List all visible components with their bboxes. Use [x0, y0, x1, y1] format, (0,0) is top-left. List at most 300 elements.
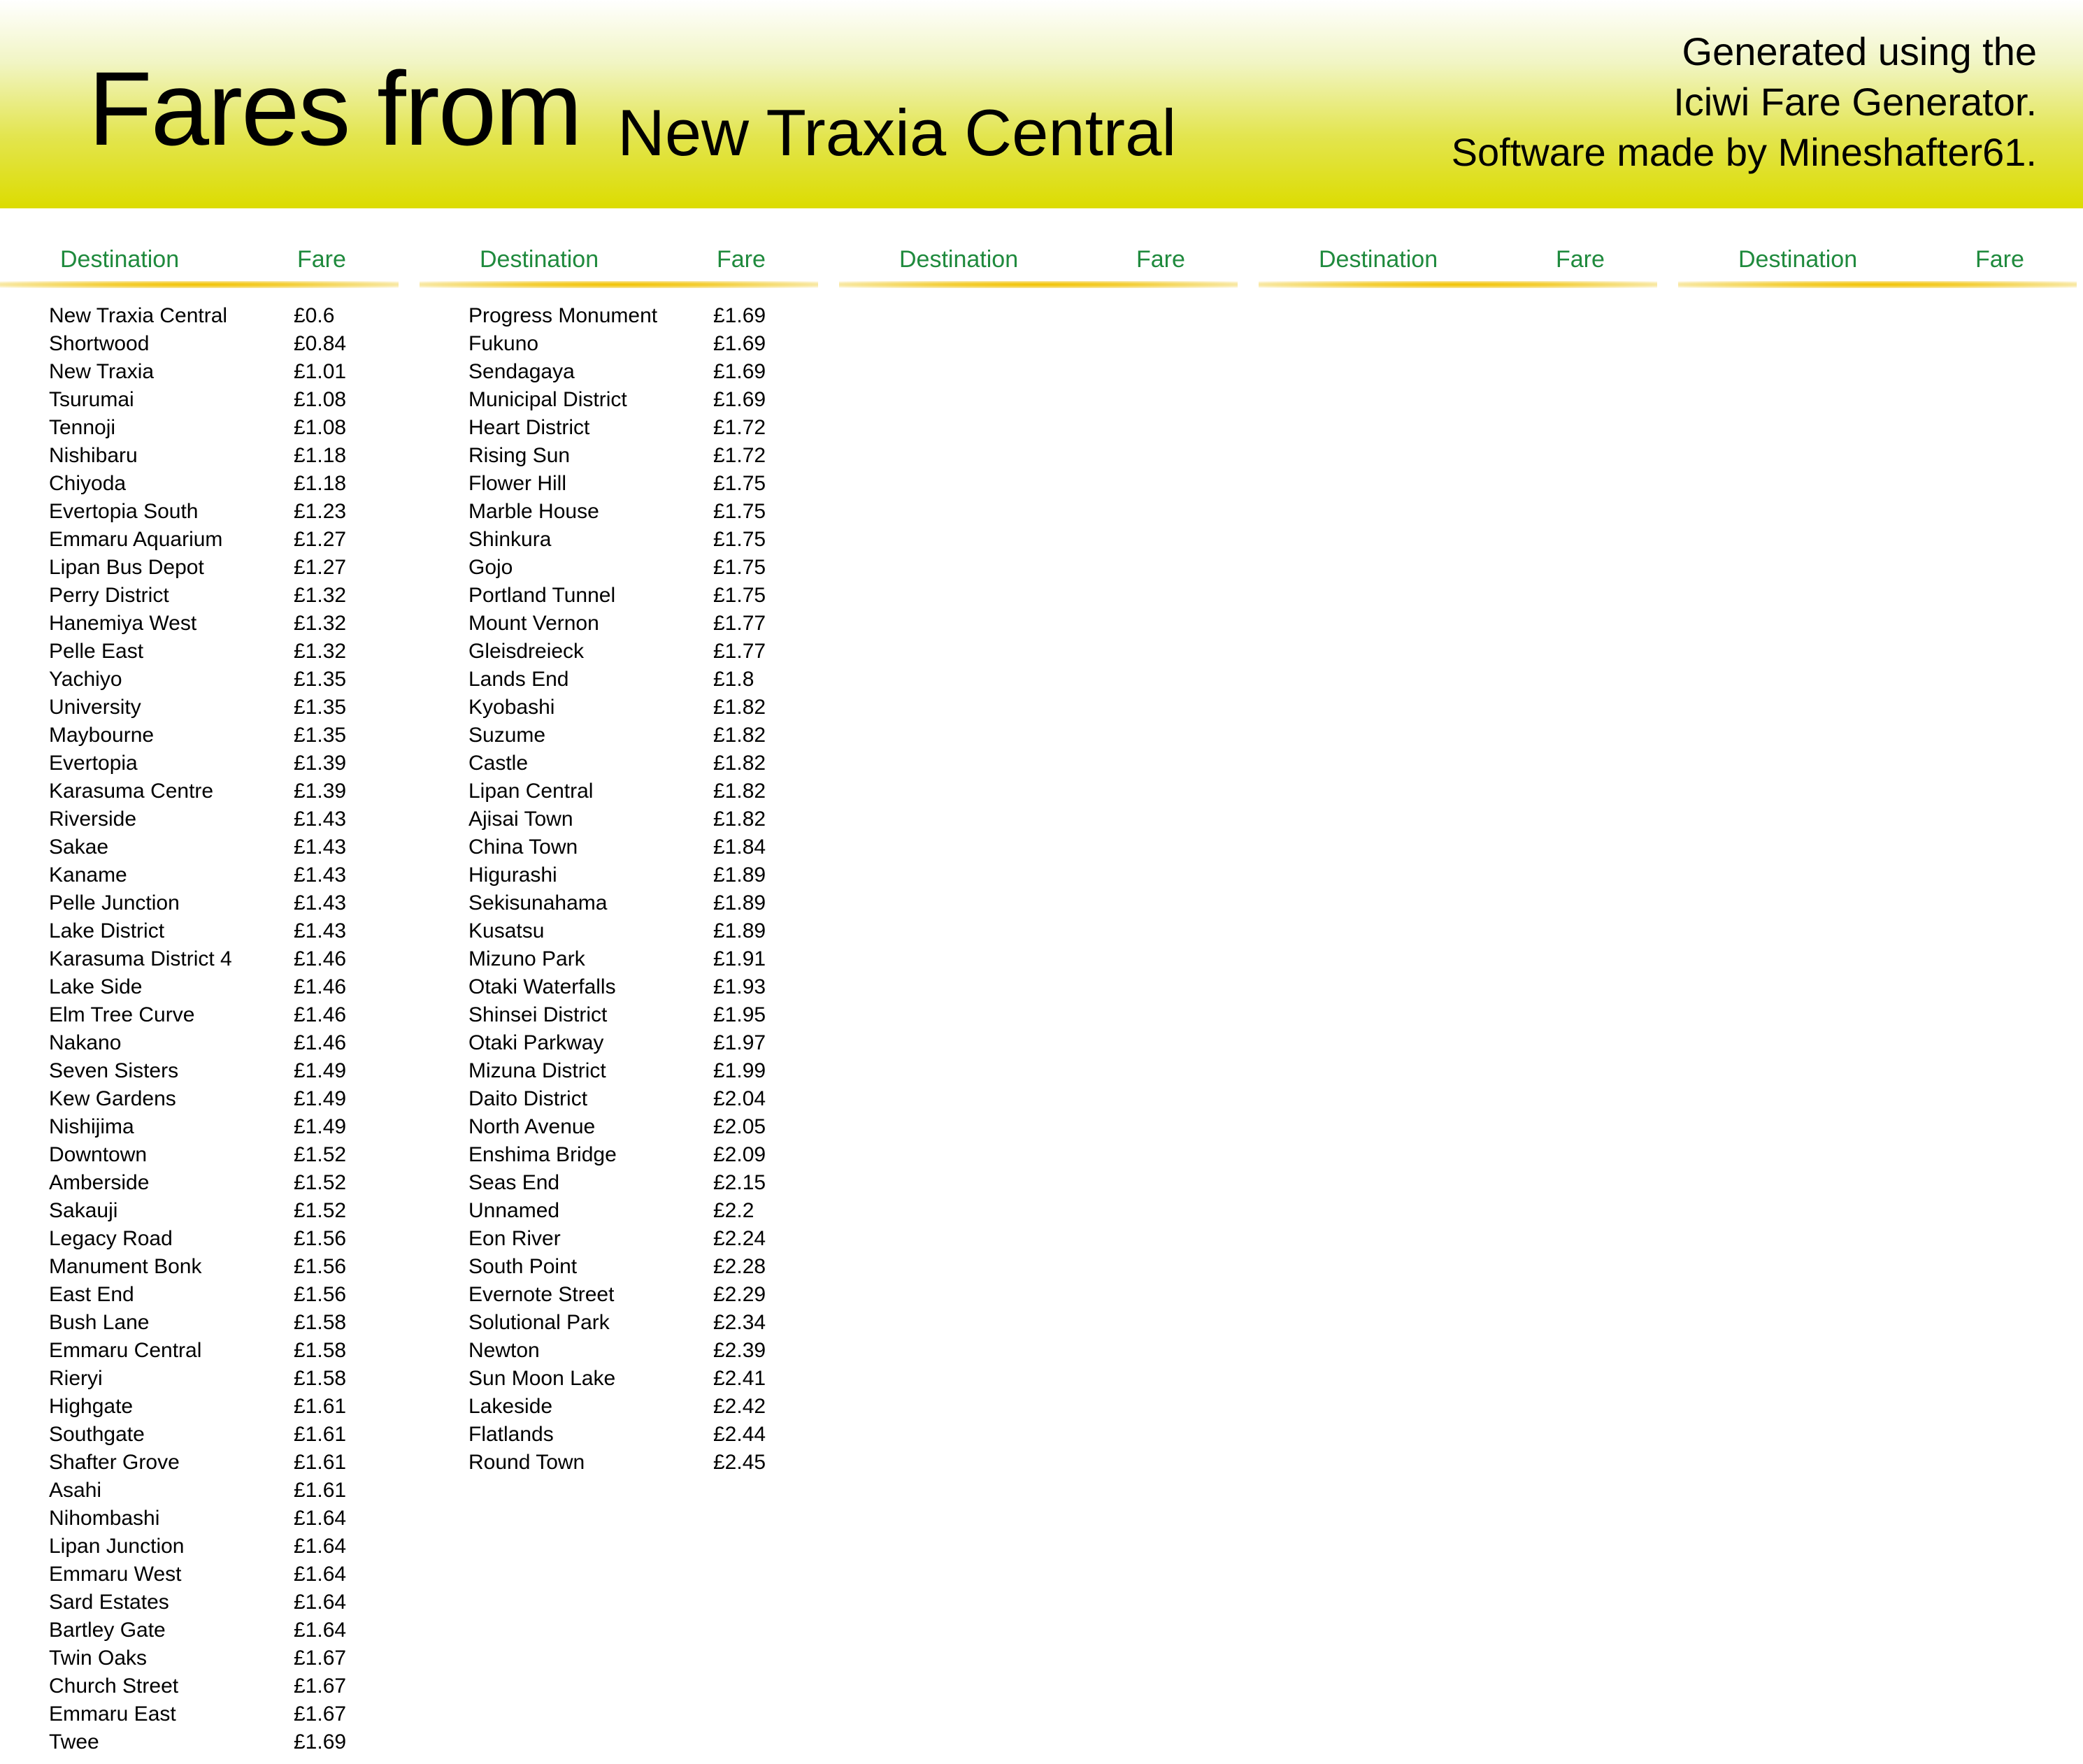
fare-column	[839, 242, 1238, 302]
fare-row	[420, 638, 818, 666]
fare-value: £1.56	[294, 1255, 347, 1278]
fare-row	[0, 1169, 399, 1197]
destination-name: Eon River	[468, 1227, 561, 1250]
destination-name: Sekisunahama	[468, 891, 608, 915]
fare-column	[0, 242, 399, 1756]
fare-row	[420, 554, 818, 582]
column-header	[1678, 242, 2077, 281]
fare-row	[0, 1672, 399, 1700]
destination-name: Nishijima	[49, 1115, 134, 1138]
fare-value: £1.43	[294, 919, 347, 942]
fare-column	[1678, 242, 2077, 302]
destination-name: Maybourne	[49, 724, 155, 747]
fare-value: £1.97	[713, 1031, 766, 1054]
fare-value: £2.24	[713, 1227, 766, 1250]
credits	[1452, 27, 2037, 178]
destination-name: Pelle Junction	[49, 891, 180, 915]
fare-value: £1.82	[713, 808, 766, 831]
fare-row	[420, 1365, 818, 1393]
fare-row	[420, 386, 818, 414]
fare-value: £1.95	[713, 1003, 766, 1026]
fare-row	[0, 1365, 399, 1393]
fare-value: £1.64	[294, 1507, 347, 1530]
fare-value: £0.6	[294, 304, 335, 327]
fare-row	[0, 1029, 399, 1057]
fare-header: Fare	[1136, 246, 1185, 273]
fare-row	[420, 805, 818, 833]
destination-name: Karasuma District 4	[49, 947, 232, 970]
destination-name: Elm Tree Curve	[49, 1003, 195, 1026]
fare-row	[0, 442, 399, 470]
fare-value: £1.75	[713, 584, 766, 607]
fare-row	[0, 1309, 399, 1337]
fare-rows	[420, 302, 818, 1477]
fare-header: Fare	[717, 246, 766, 273]
destination-name: New Traxia	[49, 360, 155, 383]
destination-name: Pelle East	[49, 640, 144, 663]
fare-row	[420, 470, 818, 498]
destination-header: Destination	[1319, 246, 1438, 273]
fare-row	[0, 470, 399, 498]
fare-row	[420, 1421, 818, 1449]
fare-value: £1.27	[294, 556, 347, 579]
fare-row	[0, 582, 399, 610]
fare-value: £1.32	[294, 640, 347, 663]
destination-name: Municipal District	[468, 388, 627, 411]
fare-value: £1.8	[713, 668, 754, 691]
destination-name: Sendagaya	[468, 360, 575, 383]
destination-name: Lipan Central	[468, 780, 594, 803]
destination-name: Lake District	[49, 919, 165, 942]
destination-name: Amberside	[49, 1171, 150, 1194]
fare-row	[420, 1281, 818, 1309]
fare-value: £1.75	[713, 500, 766, 523]
destination-name: Yachiyo	[49, 668, 122, 691]
destination-name: Otaki Parkway	[468, 1031, 604, 1054]
fare-row	[0, 1141, 399, 1169]
destination-name: Gleisdreieck	[468, 640, 585, 663]
destination-name: Perry District	[49, 584, 169, 607]
header-divider	[839, 281, 1238, 288]
destination-name: Sun Moon Lake	[468, 1367, 616, 1390]
fare-row	[0, 1253, 399, 1281]
destination-name: Riverside	[49, 808, 137, 831]
fare-value: £2.34	[713, 1311, 766, 1334]
destination-name: Downtown	[49, 1143, 148, 1166]
destination-name: Newton	[468, 1339, 540, 1362]
fare-value: £1.84	[713, 836, 766, 859]
fare-row	[0, 1057, 399, 1085]
fare-value: £1.49	[294, 1115, 347, 1138]
fare-row	[0, 610, 399, 638]
destination-name: Lipan Bus Depot	[49, 556, 204, 579]
fare-row	[0, 638, 399, 666]
destination-name: Lipan Junction	[49, 1535, 185, 1558]
fare-value: £1.75	[713, 528, 766, 551]
fare-value: £2.28	[713, 1255, 766, 1278]
fare-value: £1.58	[294, 1367, 347, 1390]
fare-value: £1.64	[294, 1591, 347, 1614]
fare-row	[420, 330, 818, 358]
destination-name: Enshima Bridge	[468, 1143, 617, 1166]
destination-header: Destination	[60, 246, 180, 273]
fare-row	[0, 973, 399, 1001]
fare-value: £1.39	[294, 752, 347, 775]
fare-value: £1.49	[294, 1059, 347, 1082]
header-divider	[0, 281, 399, 288]
fare-value: £1.75	[713, 472, 766, 495]
fare-value: £1.67	[294, 1675, 347, 1698]
fare-row	[420, 722, 818, 750]
destination-name: Marble House	[468, 500, 599, 523]
credit-line: Generated using the	[1682, 29, 2037, 73]
fare-value: £1.35	[294, 724, 347, 747]
destination-name: Sard Estates	[49, 1591, 169, 1614]
destination-name: Fukuno	[468, 332, 539, 355]
fare-row	[0, 1281, 399, 1309]
fare-value: £1.93	[713, 975, 766, 998]
fare-row	[0, 1644, 399, 1672]
destination-name: Sakae	[49, 836, 109, 859]
fare-value: £2.29	[713, 1283, 766, 1306]
fare-value: £1.32	[294, 584, 347, 607]
fare-row	[0, 666, 399, 694]
credit-line: Software made by Mineshafter61.	[1451, 130, 2037, 174]
fare-column	[420, 242, 818, 1477]
column-header	[1259, 242, 1657, 281]
fare-value: £1.56	[294, 1283, 347, 1306]
fare-value: £2.04	[713, 1087, 766, 1110]
fare-value: £2.41	[713, 1367, 766, 1390]
fare-row	[0, 750, 399, 777]
fare-value: £1.39	[294, 780, 347, 803]
fare-row	[420, 498, 818, 526]
fare-row	[420, 833, 818, 861]
station-name: New Traxia Central	[617, 96, 1177, 169]
fare-value: £1.46	[294, 975, 347, 998]
fare-row	[0, 1337, 399, 1365]
fare-value: £1.64	[294, 1563, 347, 1586]
fare-row	[420, 777, 818, 805]
destination-name: Seven Sisters	[49, 1059, 179, 1082]
fare-value: £1.77	[713, 612, 766, 635]
fare-row	[0, 1197, 399, 1225]
fare-row	[0, 861, 399, 889]
destination-name: Daito District	[468, 1087, 588, 1110]
fare-row	[0, 1505, 399, 1533]
fare-value: £2.39	[713, 1339, 766, 1362]
page-title: Fares from	[88, 50, 582, 167]
fare-row	[0, 526, 399, 554]
fare-value: £1.64	[294, 1619, 347, 1642]
fare-row	[0, 1616, 399, 1644]
fare-value: £1.52	[294, 1143, 347, 1166]
fare-row	[0, 1225, 399, 1253]
fare-row	[0, 1728, 399, 1756]
destination-name: Nihombashi	[49, 1507, 160, 1530]
destination-name: Asahi	[49, 1479, 102, 1502]
destination-name: Castle	[468, 752, 529, 775]
fare-value: £1.69	[713, 388, 766, 411]
fare-row	[0, 414, 399, 442]
fare-row	[0, 1421, 399, 1449]
destination-name: New Traxia Central	[49, 304, 228, 327]
fare-row	[420, 1337, 818, 1365]
fare-value: £1.67	[294, 1702, 347, 1726]
fare-value: £1.18	[294, 444, 347, 467]
fare-value: £1.08	[294, 416, 347, 439]
fare-value: £1.43	[294, 836, 347, 859]
destination-name: Emmaru West	[49, 1563, 182, 1586]
destination-name: Higurashi	[468, 863, 557, 887]
destination-name: Suzume	[468, 724, 546, 747]
fare-value: £2.2	[713, 1199, 754, 1222]
fare-value: £1.46	[294, 1031, 347, 1054]
destination-header: Destination	[1738, 246, 1858, 273]
fare-row	[420, 610, 818, 638]
fare-row	[420, 1057, 818, 1085]
fare-row	[0, 1700, 399, 1728]
destination-name: Church Street	[49, 1675, 179, 1698]
fare-value: £1.49	[294, 1087, 347, 1110]
fare-value: £1.72	[713, 416, 766, 439]
fare-row	[0, 1477, 399, 1505]
fare-row	[420, 1141, 818, 1169]
destination-name: Flatlands	[468, 1423, 554, 1446]
fare-value: £1.52	[294, 1171, 347, 1194]
fare-value: £1.46	[294, 1003, 347, 1026]
destination-name: Flower Hill	[468, 472, 567, 495]
fare-row	[420, 358, 818, 386]
fare-value: £1.35	[294, 668, 347, 691]
destination-name: Otaki Waterfalls	[468, 975, 616, 998]
fare-value: £1.27	[294, 528, 347, 551]
destination-header: Destination	[899, 246, 1019, 273]
destination-name: Bartley Gate	[49, 1619, 166, 1642]
destination-name: Unnamed	[468, 1199, 560, 1222]
fare-header: Fare	[297, 246, 346, 273]
fare-row	[420, 1085, 818, 1113]
fare-value: £1.56	[294, 1227, 347, 1250]
fare-row	[0, 358, 399, 386]
fare-row	[0, 1589, 399, 1616]
fare-value: £1.43	[294, 891, 347, 915]
destination-name: Heart District	[468, 416, 590, 439]
fare-value: £1.18	[294, 472, 347, 495]
destination-name: Mizuno Park	[468, 947, 585, 970]
fare-value: £2.09	[713, 1143, 766, 1166]
fare-row	[0, 1113, 399, 1141]
fare-value: £1.82	[713, 780, 766, 803]
destination-name: Tennoji	[49, 416, 116, 439]
fare-value: £1.82	[713, 752, 766, 775]
destination-name: Legacy Road	[49, 1227, 173, 1250]
fare-value: £1.89	[713, 919, 766, 942]
destination-name: Twee	[49, 1730, 99, 1754]
fare-value: £1.52	[294, 1199, 347, 1222]
fare-row	[0, 1449, 399, 1477]
column-header	[839, 242, 1238, 281]
fare-row	[0, 833, 399, 861]
destination-name: Tsurumai	[49, 388, 134, 411]
fare-row	[420, 414, 818, 442]
destination-name: Manument Bonk	[49, 1255, 202, 1278]
credit-line: Iciwi Fare Generator.	[1673, 80, 2037, 124]
destination-name: North Avenue	[468, 1115, 596, 1138]
fare-row	[420, 442, 818, 470]
destination-name: Mount Vernon	[468, 612, 599, 635]
fare-row	[0, 1561, 399, 1589]
fare-value: £1.08	[294, 388, 347, 411]
fare-value: £1.01	[294, 360, 347, 383]
destination-name: South Point	[468, 1255, 578, 1278]
fare-row	[0, 554, 399, 582]
fare-row	[420, 1253, 818, 1281]
fare-value: £1.69	[713, 304, 766, 327]
fare-row	[420, 582, 818, 610]
fare-value: £1.89	[713, 863, 766, 887]
fare-row	[420, 750, 818, 777]
destination-name: Round Town	[468, 1451, 585, 1474]
header-divider	[420, 281, 818, 288]
destination-name: Evertopia South	[49, 500, 199, 523]
fare-value: £1.82	[713, 696, 766, 719]
fare-value: £1.61	[294, 1395, 347, 1418]
header-divider	[1259, 281, 1657, 288]
fare-row	[420, 1449, 818, 1477]
fare-column	[1259, 242, 1657, 302]
fare-row	[420, 1309, 818, 1337]
header-divider	[1678, 281, 2077, 288]
fare-rows	[0, 302, 399, 1756]
destination-name: Karasuma Centre	[49, 780, 214, 803]
fare-value: £2.44	[713, 1423, 766, 1446]
fare-row	[0, 889, 399, 917]
fare-row	[420, 302, 818, 330]
destination-name: Lake Side	[49, 975, 143, 998]
fare-row	[420, 917, 818, 945]
destination-name: Rieryi	[49, 1367, 103, 1390]
destination-name: Bush Lane	[49, 1311, 150, 1334]
fare-row	[420, 1225, 818, 1253]
fare-value: £1.77	[713, 640, 766, 663]
fare-value: £1.69	[713, 332, 766, 355]
destination-name: Kew Gardens	[49, 1087, 176, 1110]
fare-row	[420, 1169, 818, 1197]
fare-row	[420, 1197, 818, 1225]
fare-value: £1.69	[713, 360, 766, 383]
fare-row	[0, 302, 399, 330]
fare-row	[420, 945, 818, 973]
fare-header: Fare	[1975, 246, 2024, 273]
destination-name: Shinsei District	[468, 1003, 608, 1026]
fare-value: £1.75	[713, 556, 766, 579]
fare-value: £1.43	[294, 863, 347, 887]
fare-value: £1.99	[713, 1059, 766, 1082]
fare-row	[0, 777, 399, 805]
destination-name: Kyobashi	[468, 696, 555, 719]
fare-value: £1.58	[294, 1339, 347, 1362]
destination-name: Shortwood	[49, 332, 150, 355]
destination-name: Evernote Street	[468, 1283, 615, 1306]
fare-value: £1.43	[294, 808, 347, 831]
fare-value: £2.45	[713, 1451, 766, 1474]
destination-name: Lakeside	[468, 1395, 553, 1418]
fare-row	[0, 330, 399, 358]
header-banner	[0, 0, 2083, 208]
fare-value: £1.69	[294, 1730, 347, 1754]
fare-row	[420, 1001, 818, 1029]
destination-name: Gojo	[468, 556, 513, 579]
destination-name: Southgate	[49, 1423, 145, 1446]
fare-row	[420, 861, 818, 889]
destination-name: Shinkura	[468, 528, 552, 551]
destination-name: Progress Monument	[468, 304, 658, 327]
destination-name: Nakano	[49, 1031, 122, 1054]
fare-row	[0, 694, 399, 722]
fare-row	[0, 1001, 399, 1029]
fare-row	[420, 666, 818, 694]
fare-value: £1.89	[713, 891, 766, 915]
fare-value: £1.61	[294, 1479, 347, 1502]
fare-value: £1.72	[713, 444, 766, 467]
column-header	[420, 242, 818, 281]
destination-header: Destination	[480, 246, 599, 273]
destination-name: Kaname	[49, 863, 127, 887]
destination-name: Portland Tunnel	[468, 584, 616, 607]
destination-name: East End	[49, 1283, 134, 1306]
fare-value: £1.32	[294, 612, 347, 635]
fare-value: £1.58	[294, 1311, 347, 1334]
fare-value: £2.05	[713, 1115, 766, 1138]
destination-name: University	[49, 696, 141, 719]
fare-row	[420, 1113, 818, 1141]
fare-value: £1.91	[713, 947, 766, 970]
fare-row	[0, 1085, 399, 1113]
destination-name: Shafter Grove	[49, 1451, 180, 1474]
fare-row	[420, 526, 818, 554]
destination-name: Lands End	[468, 668, 569, 691]
destination-name: Ajisai Town	[468, 808, 573, 831]
destination-name: Sakauji	[49, 1199, 118, 1222]
fare-row	[0, 1533, 399, 1561]
fare-value: £1.23	[294, 500, 347, 523]
destination-name: Seas End	[468, 1171, 560, 1194]
destination-name: Mizuna District	[468, 1059, 606, 1082]
fare-row	[0, 1393, 399, 1421]
fare-value: £2.15	[713, 1171, 766, 1194]
destination-name: Solutional Park	[468, 1311, 610, 1334]
fare-value: £1.67	[294, 1647, 347, 1670]
destination-name: Emmaru Central	[49, 1339, 202, 1362]
destination-name: Evertopia	[49, 752, 138, 775]
fare-value: £1.64	[294, 1535, 347, 1558]
destination-name: China Town	[468, 836, 578, 859]
fare-value: £1.61	[294, 1451, 347, 1474]
destination-name: Emmaru East	[49, 1702, 176, 1726]
fare-row	[420, 1393, 818, 1421]
fare-row	[420, 694, 818, 722]
fare-row	[0, 386, 399, 414]
fare-row	[420, 889, 818, 917]
destination-name: Chiyoda	[49, 472, 127, 495]
column-header	[0, 242, 399, 281]
fare-header: Fare	[1556, 246, 1605, 273]
destination-name: Twin Oaks	[49, 1647, 148, 1670]
fare-row	[0, 498, 399, 526]
destination-name: Hanemiya West	[49, 612, 197, 635]
destination-name: Emmaru Aquarium	[49, 528, 223, 551]
